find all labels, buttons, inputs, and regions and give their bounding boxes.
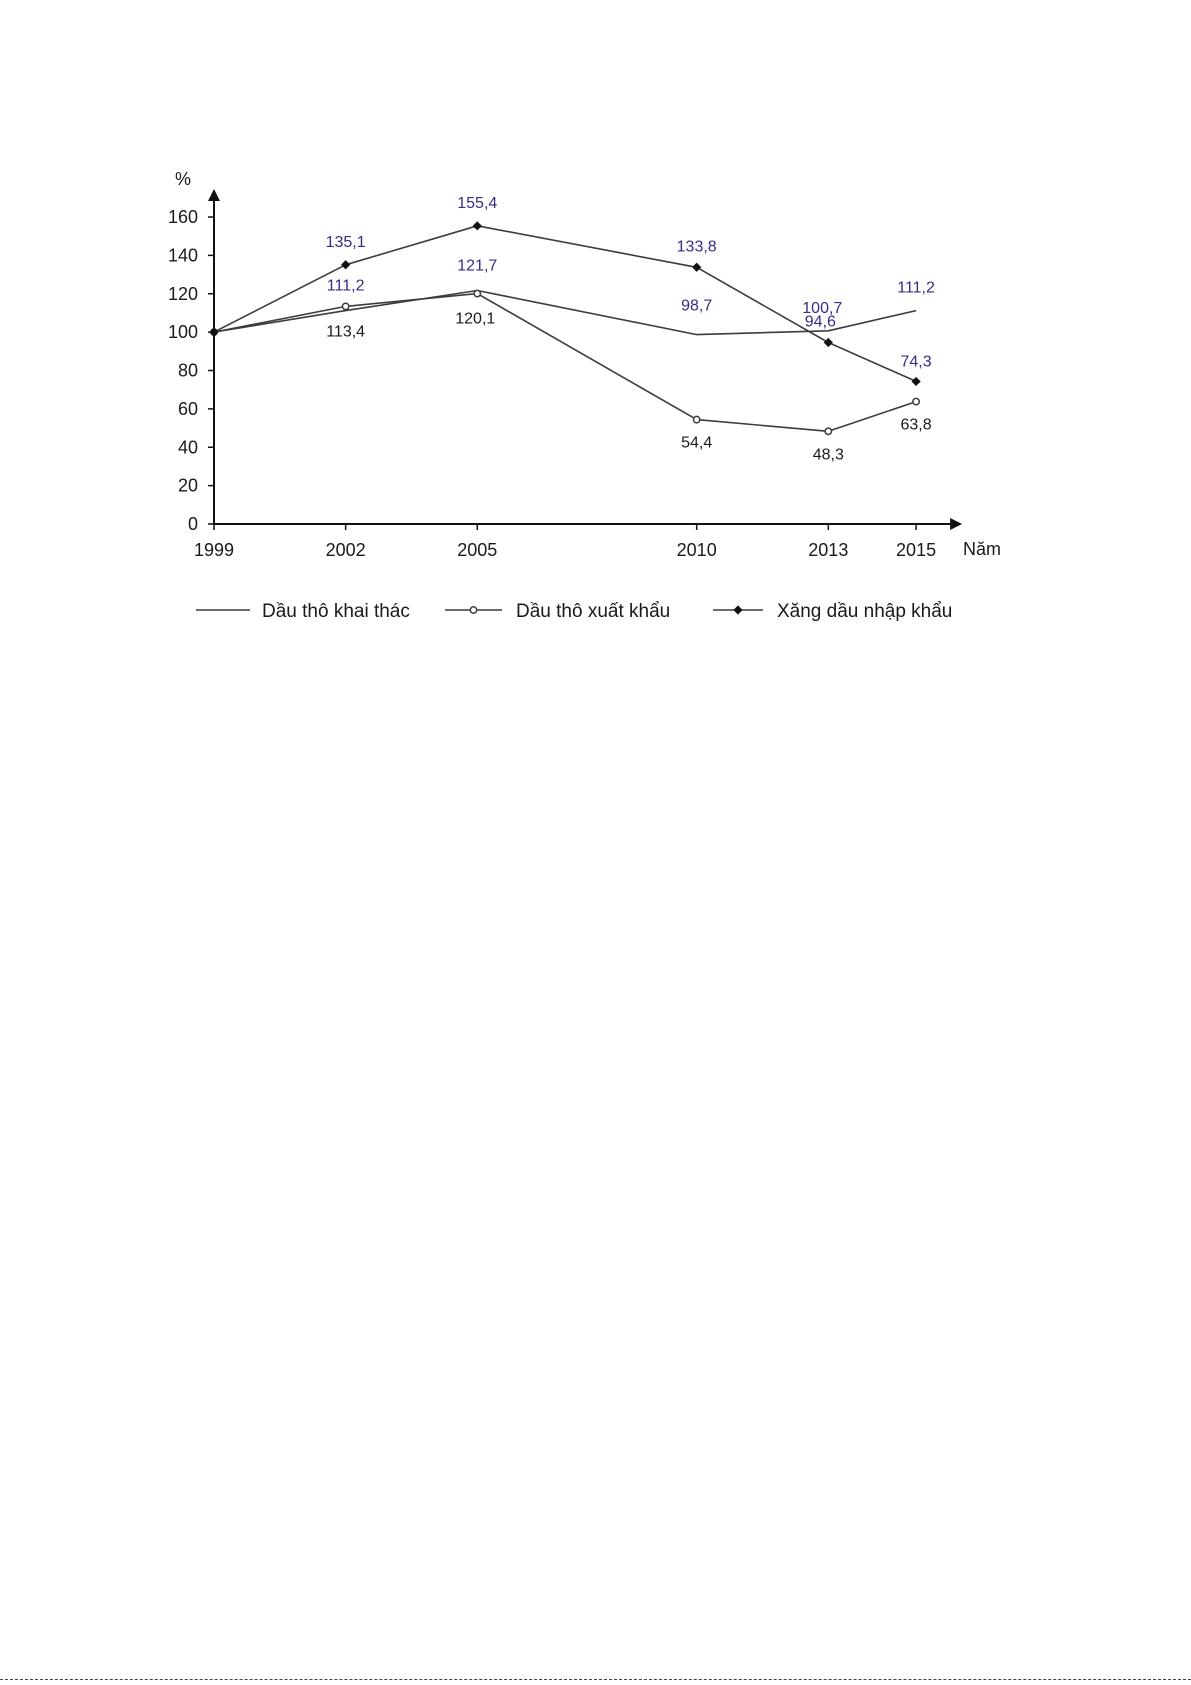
data-label-series-3: 94,6 (804, 313, 836, 331)
series-3-marker (824, 338, 833, 347)
data-label-series-1: 100,7 (802, 299, 843, 317)
y-tick-label: 140 (167, 245, 198, 266)
data-label-series-1: 111,2 (326, 277, 365, 295)
x-tick-label: 2015 (896, 540, 937, 560)
y-tick-label: 60 (177, 398, 198, 419)
data-labels (326, 195, 935, 463)
page-bottom-rule (0, 1679, 1191, 1680)
series-3-marker (911, 377, 920, 386)
y-tick-label: 80 (177, 360, 198, 381)
series-2-marker (342, 303, 348, 309)
y-axis-arrow (208, 189, 220, 201)
series-2-marker (693, 416, 699, 422)
legend (196, 601, 952, 622)
series-3-marker (473, 221, 482, 230)
data-label-series-2: 113,4 (326, 323, 366, 341)
data-label-series-3: 133,8 (676, 238, 717, 256)
series-3-marker (692, 263, 701, 272)
data-label-series-2: 54,4 (681, 434, 713, 452)
x-tick-label: 1999 (193, 540, 235, 560)
data-label-series-3: 74,3 (900, 353, 932, 371)
x-tick-label: 2013 (808, 540, 849, 560)
y-tick-label: 0 (187, 514, 198, 534)
series-2-marker (913, 398, 919, 404)
x-axis-arrow (950, 518, 962, 530)
series-2-marker (825, 428, 831, 434)
x-axis-label: Năm (963, 539, 1002, 559)
series-3-marker (209, 328, 218, 337)
y-axis-label: % (175, 169, 192, 189)
data-label-series-2: 120,1 (455, 310, 496, 328)
legend-label-1: Dầu thô khai thác (262, 601, 410, 622)
data-label-series-2: 63,8 (900, 416, 932, 434)
legend-marker-3 (733, 605, 742, 614)
data-label-series-3: 155,4 (457, 194, 498, 212)
data-label-series-2: 48,3 (812, 446, 844, 464)
x-tick-label: 2002 (325, 540, 366, 560)
x-tick-label: 2010 (676, 540, 717, 560)
y-axis-ticks (168, 207, 214, 534)
data-label-series-3: 135,1 (325, 233, 366, 251)
y-tick-label: 120 (167, 283, 198, 304)
data-label-series-1: 121,7 (457, 257, 498, 275)
y-tick-label: 160 (167, 207, 198, 228)
legend-label-2: Dầu thô xuất khẩu (516, 601, 671, 622)
data-label-series-1: 111,2 (897, 279, 935, 297)
series-2-marker (474, 290, 480, 296)
legend-label-3: Xăng dầu nhập khẩu (777, 601, 953, 622)
y-tick-label: 100 (167, 322, 198, 343)
series-3-marker (341, 260, 350, 269)
y-tick-label: 20 (177, 475, 198, 496)
data-label-series-1: 98,7 (681, 297, 713, 315)
x-axis-ticks (194, 524, 936, 560)
y-tick-label: 40 (177, 437, 198, 458)
x-tick-label: 2005 (457, 540, 498, 560)
chart-axes (208, 189, 962, 530)
legend-marker-2 (470, 607, 476, 613)
